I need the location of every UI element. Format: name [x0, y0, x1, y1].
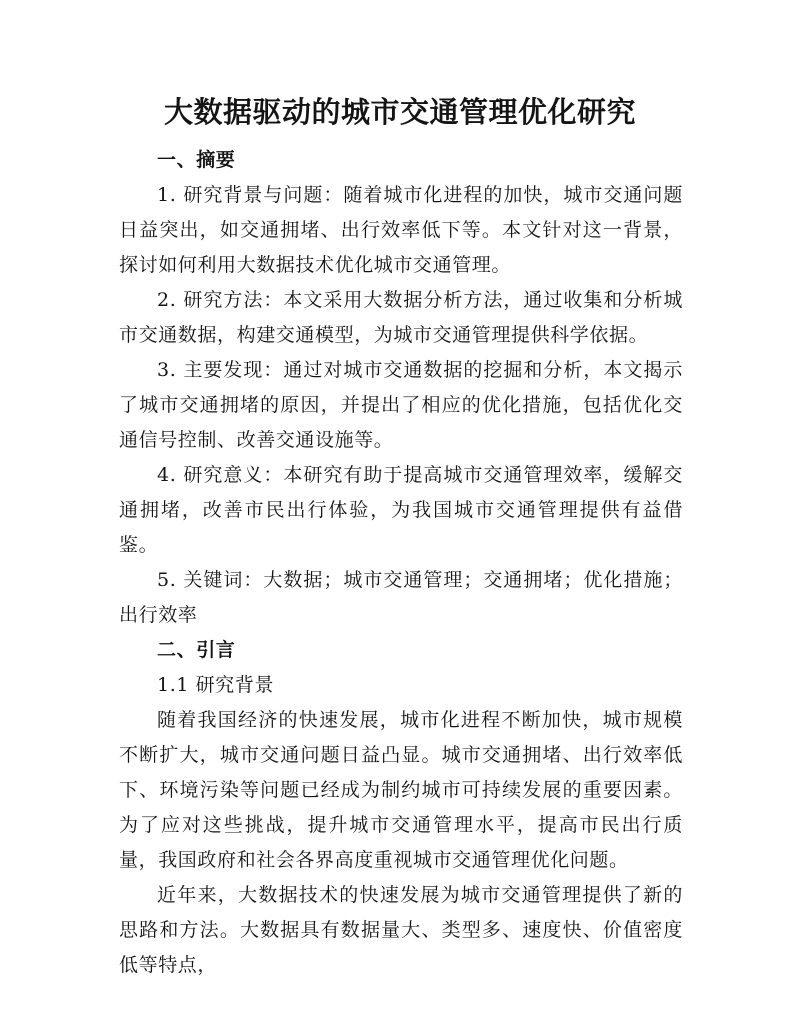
section-introduction [119, 633, 683, 983]
subsection-heading-background: 1.1 研究背景 [157, 674, 275, 696]
abstract-item-findings: 3. 主要发现：通过对城市交通数据的挖掘和分析，本文揭示了城市交通拥堵的原因，并提出了相应的优化措施，包括优化交通信号控制、改善交通设施等。 [119, 359, 683, 451]
abstract-item-background: 1. 研究背景与问题：随着城市化进程的加快，城市交通问题日益突出，如交通拥堵、出行效率低下等。本文针对这一背景，探讨如何利用大数据技术优化城市交通管理。 [119, 184, 683, 276]
abstract-item-keywords: 5. 关键词：大数据；城市交通管理；交通拥堵；优化措施；出行效率 [119, 569, 683, 626]
intro-paragraph: 随着我国经济的快速发展，城市化进程不断加快，城市规模不断扩大，城市交通问题日益凸显。城市交通拥堵、出行效率低下、环境污染等问题已经成为制约城市可持续发展的重要因素。为了应对这些挑战，提升城市交通管理水平，提高市民出行质量，我国政府和社会各界高度重视城市交通管理优化问题。 [119, 709, 683, 871]
abstract-item-significance: 4. 研究意义：本研究有助于提高城市交通管理效率，缓解交通拥堵，改善市民出行体验，为我国城市交通管理提供有益借鉴。 [119, 464, 683, 556]
intro-paragraph: 近年来，大数据技术的快速发展为城市交通管理提供了新的思路和方法。大数据具有数据量大、类型多、速度快、价值密度低等特点， [119, 884, 683, 976]
abstract-item-method: 2. 研究方法：本文采用大数据分析方法，通过收集和分析城市交通数据，构建交通模型，为城市交通管理提供科学依据。 [119, 289, 683, 346]
document-title: 大数据驱动的城市交通管理优化研究 [163, 95, 636, 129]
section-heading-abstract: 一、摘要 [157, 149, 236, 171]
section-heading-introduction: 二、引言 [157, 639, 236, 661]
section-abstract [119, 143, 683, 633]
document-body [119, 143, 683, 983]
